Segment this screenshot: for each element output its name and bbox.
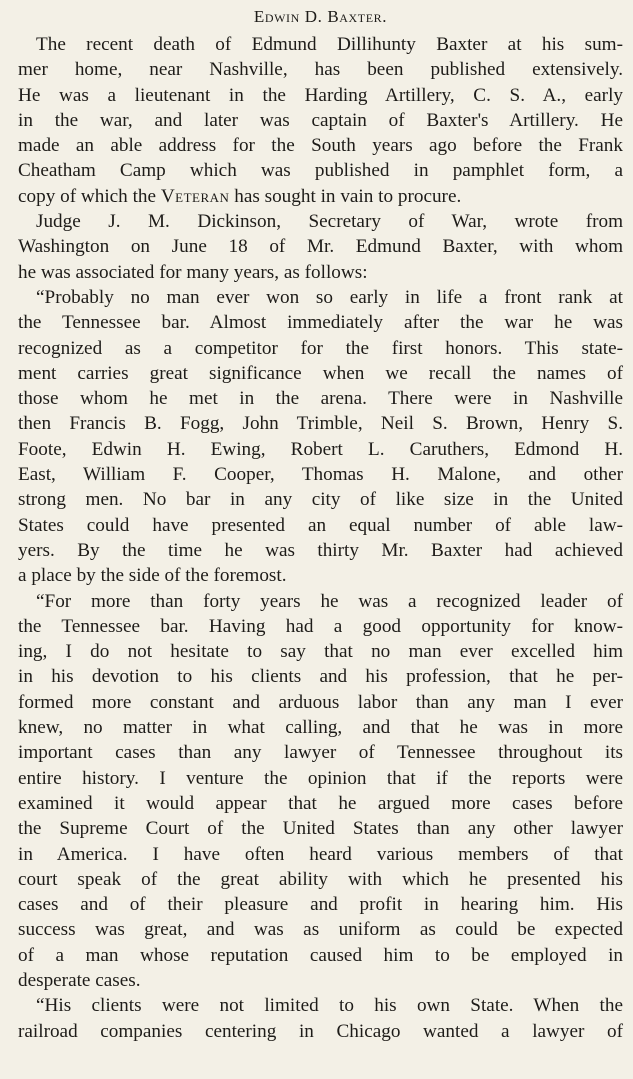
text-line: knew, no matter in what calling, and that he was in more xyxy=(18,717,623,739)
paragraph xyxy=(18,32,623,209)
text-line: “Probably no man ever won so early in life a front rank at xyxy=(36,286,623,308)
text-line: Cheatham Camp which was published in pamphlet form, a xyxy=(18,160,623,182)
text-line: the Supreme Court of the United States than any other lawyer xyxy=(18,818,623,840)
paragraph xyxy=(18,285,623,589)
text-line: examined it would appear that he argued more cases before xyxy=(18,792,623,814)
text-line: those whom he met in the arena. There were in Nashville xyxy=(18,388,623,410)
text-line: the Tennessee bar. Almost immediately after the war he was xyxy=(18,312,623,334)
text-line: strong men. No bar in any city of like size in the United xyxy=(18,489,623,511)
text-line: he was associated for many years, as follows: xyxy=(18,261,368,283)
text-line: desperate cases. xyxy=(18,969,141,991)
text-line: States could have presented an equal number of able law- xyxy=(18,514,623,536)
article-body xyxy=(18,32,623,1044)
text-line: entire history. I venture the opinion that if the reports were xyxy=(18,767,623,789)
text-line: then Francis B. Fogg, John Trimble, Neil S. Brown, Henry S. xyxy=(18,413,623,435)
text-line: railroad companies centering in Chicago wanted a lawyer of xyxy=(18,1020,623,1042)
text-line: a place by the side of the foremost. xyxy=(18,565,287,587)
text-line: made an able address for the South years ago before the Frank xyxy=(18,135,623,157)
text-line: recognized as a competitor for the first honors. This state- xyxy=(18,337,623,359)
text-line: ing, I do not hesitate to say that no man ever excelled him xyxy=(18,641,623,663)
text-line: The recent death of Edmund Dillihunty Baxter at his sum- xyxy=(36,34,623,55)
text-line: “His clients were not limited to his own State. When the xyxy=(36,995,623,1017)
text-line: in America. I have often heard various members of that xyxy=(18,843,623,865)
text-line: the Tennessee bar. Having had a good opportunity for know- xyxy=(18,615,623,637)
text-line: yers. By the time he was thirty Mr. Baxter had achieved xyxy=(18,539,623,561)
text-line: ment carries great significance when we recall the names of xyxy=(18,362,623,384)
text-line: of a man whose reputation caused him to be employed in xyxy=(18,944,623,966)
text-line: cases and of their pleasure and profit in hearing him. His xyxy=(18,894,623,916)
publication-name: Veteran xyxy=(160,185,230,207)
text-line: formed more constant and arduous labor than any man I ever xyxy=(18,691,623,713)
paragraph xyxy=(18,589,623,994)
text-line: Judge J. M. Dickinson, Secretary of War, wrote from xyxy=(36,211,623,233)
text-line: important cases than any lawyer of Tennessee throughout its xyxy=(18,742,623,764)
article-title: Edwin D. Baxter. xyxy=(253,7,388,26)
text-line: success was great, and was as uniform as could be expected xyxy=(18,919,623,941)
text-line: Foote, Edwin H. Ewing, Robert L. Caruthers, Edmond H. xyxy=(18,438,623,460)
text-line: copy of which the Veteran has sought in vain to procure. xyxy=(18,185,462,207)
text-line: mer home, near Nashville, has been published extensively. xyxy=(18,59,623,81)
text-line: in the war, and later was captain of Baxter's Artillery. He xyxy=(18,109,623,131)
text-line: “For more than forty years he was a recognized leader of xyxy=(36,590,623,612)
text-line: Washington on June 18 of Mr. Edmund Baxter, with whom xyxy=(18,236,623,258)
text-line: East, William F. Cooper, Thomas H. Malone, and other xyxy=(18,464,623,486)
text-line: He was a lieutenant in the Harding Artillery, C. S. A., early xyxy=(18,84,623,106)
text-line: court speak of the great ability with which he presented his xyxy=(18,868,623,890)
text-line: in his devotion to his clients and his profession, that he per- xyxy=(18,666,623,688)
paragraph xyxy=(18,209,623,285)
paragraph xyxy=(18,993,623,1044)
